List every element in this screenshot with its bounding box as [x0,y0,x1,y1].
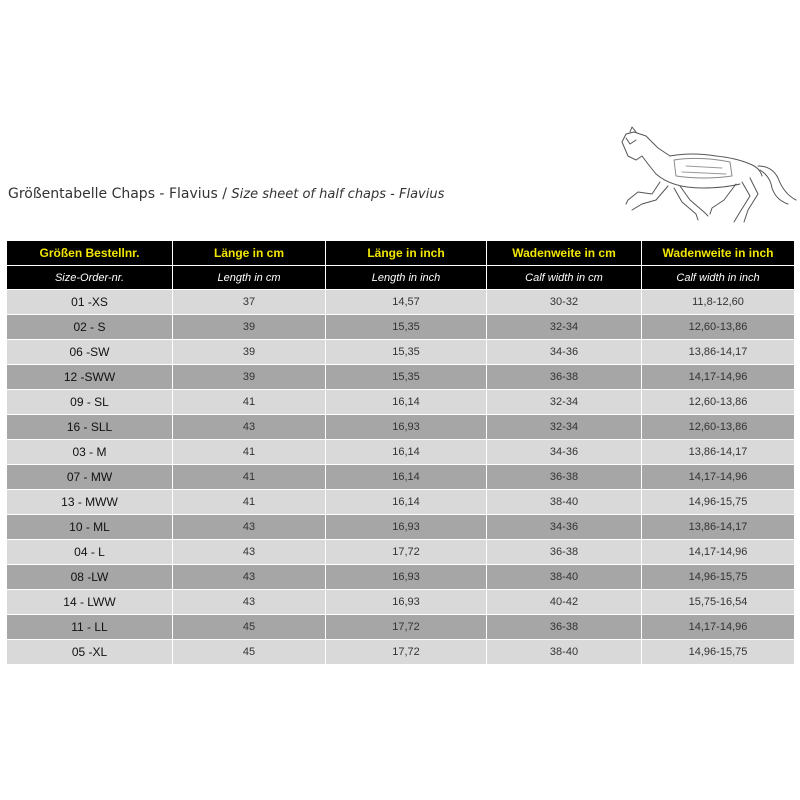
table-body [7,290,795,665]
page-title [8,186,444,202]
cell-calf-inch: 14,17-14,96 [642,365,795,390]
subheader-calf-inch: Calf width in inch [642,266,795,290]
cell-length-inch: 16,93 [326,415,487,440]
cell-calf-inch: 15,75-16,54 [642,590,795,615]
cell-length-inch: 16,93 [326,515,487,540]
cell-size-order: 03 - M [7,440,173,465]
table-row [7,640,795,665]
cell-calf-inch: 12,60-13,86 [642,415,795,440]
cell-calf-inch: 13,86-14,17 [642,440,795,465]
header-length-cm: Länge in cm [173,241,326,266]
cell-length-inch: 16,93 [326,590,487,615]
cell-calf-cm: 32-34 [487,390,642,415]
table-row [7,415,795,440]
cell-size-order: 07 - MW [7,465,173,490]
cell-calf-cm: 32-34 [487,315,642,340]
cell-length-cm: 41 [173,440,326,465]
cell-size-order: 01 -XS [7,290,173,315]
cell-calf-cm: 32-34 [487,415,642,440]
cell-length-cm: 43 [173,565,326,590]
header-calf-inch: Wadenweite in inch [642,241,795,266]
table-row [7,390,795,415]
cell-length-inch: 15,35 [326,315,487,340]
cell-length-cm: 41 [173,465,326,490]
cell-length-inch: 15,35 [326,365,487,390]
subheader-length-inch: Length in inch [326,266,487,290]
cell-calf-cm: 36-38 [487,465,642,490]
cell-length-cm: 39 [173,365,326,390]
horse-sketch-icon [612,126,797,226]
cell-size-order: 06 -SW [7,340,173,365]
cell-length-cm: 41 [173,390,326,415]
cell-length-inch: 14,57 [326,290,487,315]
cell-calf-cm: 30-32 [487,290,642,315]
cell-calf-inch: 14,17-14,96 [642,615,795,640]
subheader-calf-cm: Calf width in cm [487,266,642,290]
cell-calf-cm: 34-36 [487,340,642,365]
cell-calf-cm: 36-38 [487,365,642,390]
cell-length-inch: 17,72 [326,615,487,640]
cell-length-cm: 43 [173,540,326,565]
table-row [7,515,795,540]
table-row [7,290,795,315]
cell-size-order: 02 - S [7,315,173,340]
cell-length-inch: 16,14 [326,490,487,515]
title-sub: Size sheet of half chaps - Flavius [231,187,445,202]
cell-calf-cm: 34-36 [487,515,642,540]
cell-calf-inch: 13,86-14,17 [642,340,795,365]
cell-calf-cm: 38-40 [487,565,642,590]
size-table [6,240,795,665]
cell-calf-inch: 12,60-13,86 [642,390,795,415]
cell-length-cm: 45 [173,615,326,640]
cell-length-cm: 39 [173,340,326,365]
cell-length-inch: 17,72 [326,540,487,565]
header-length-inch: Länge in inch [326,241,487,266]
cell-size-order: 13 - MWW [7,490,173,515]
table-row [7,540,795,565]
cell-length-cm: 43 [173,415,326,440]
subheader-length-cm: Length in cm [173,266,326,290]
cell-length-inch: 16,93 [326,565,487,590]
table-row [7,490,795,515]
cell-calf-cm: 36-38 [487,615,642,640]
cell-size-order: 16 - SLL [7,415,173,440]
cell-calf-cm: 36-38 [487,540,642,565]
table-row [7,565,795,590]
cell-size-order: 05 -XL [7,640,173,665]
subheader-size-order: Size-Order-nr. [7,266,173,290]
cell-length-cm: 45 [173,640,326,665]
cell-size-order: 12 -SWW [7,365,173,390]
table-row [7,340,795,365]
table-row [7,315,795,340]
cell-calf-inch: 14,17-14,96 [642,540,795,565]
cell-length-inch: 16,14 [326,465,487,490]
table-row [7,465,795,490]
header-row-en [7,266,795,290]
cell-length-inch: 16,14 [326,440,487,465]
cell-size-order: 11 - LL [7,615,173,640]
cell-calf-cm: 40-42 [487,590,642,615]
cell-length-inch: 17,72 [326,640,487,665]
cell-calf-inch: 14,96-15,75 [642,565,795,590]
cell-size-order: 09 - SL [7,390,173,415]
cell-length-cm: 37 [173,290,326,315]
cell-calf-inch: 14,17-14,96 [642,465,795,490]
header-row-de [7,241,795,266]
cell-size-order: 08 -LW [7,565,173,590]
cell-calf-cm: 38-40 [487,640,642,665]
cell-calf-cm: 38-40 [487,490,642,515]
cell-calf-inch: 13,86-14,17 [642,515,795,540]
cell-size-order: 04 - L [7,540,173,565]
title-main: Größentabelle Chaps - Flavius / [8,186,232,202]
cell-length-cm: 43 [173,515,326,540]
cell-calf-inch: 14,96-15,75 [642,640,795,665]
table-row [7,590,795,615]
table-row [7,365,795,390]
table-row [7,440,795,465]
cell-length-cm: 43 [173,590,326,615]
cell-calf-inch: 11,8-12,60 [642,290,795,315]
cell-length-inch: 16,14 [326,390,487,415]
cell-size-order: 10 - ML [7,515,173,540]
header-size-order: Größen Bestellnr. [7,241,173,266]
cell-size-order: 14 - LWW [7,590,173,615]
header-calf-cm: Wadenweite in cm [487,241,642,266]
cell-length-inch: 15,35 [326,340,487,365]
table-row [7,615,795,640]
cell-calf-cm: 34-36 [487,440,642,465]
cell-length-cm: 41 [173,490,326,515]
cell-calf-inch: 12,60-13,86 [642,315,795,340]
cell-calf-inch: 14,96-15,75 [642,490,795,515]
cell-length-cm: 39 [173,315,326,340]
